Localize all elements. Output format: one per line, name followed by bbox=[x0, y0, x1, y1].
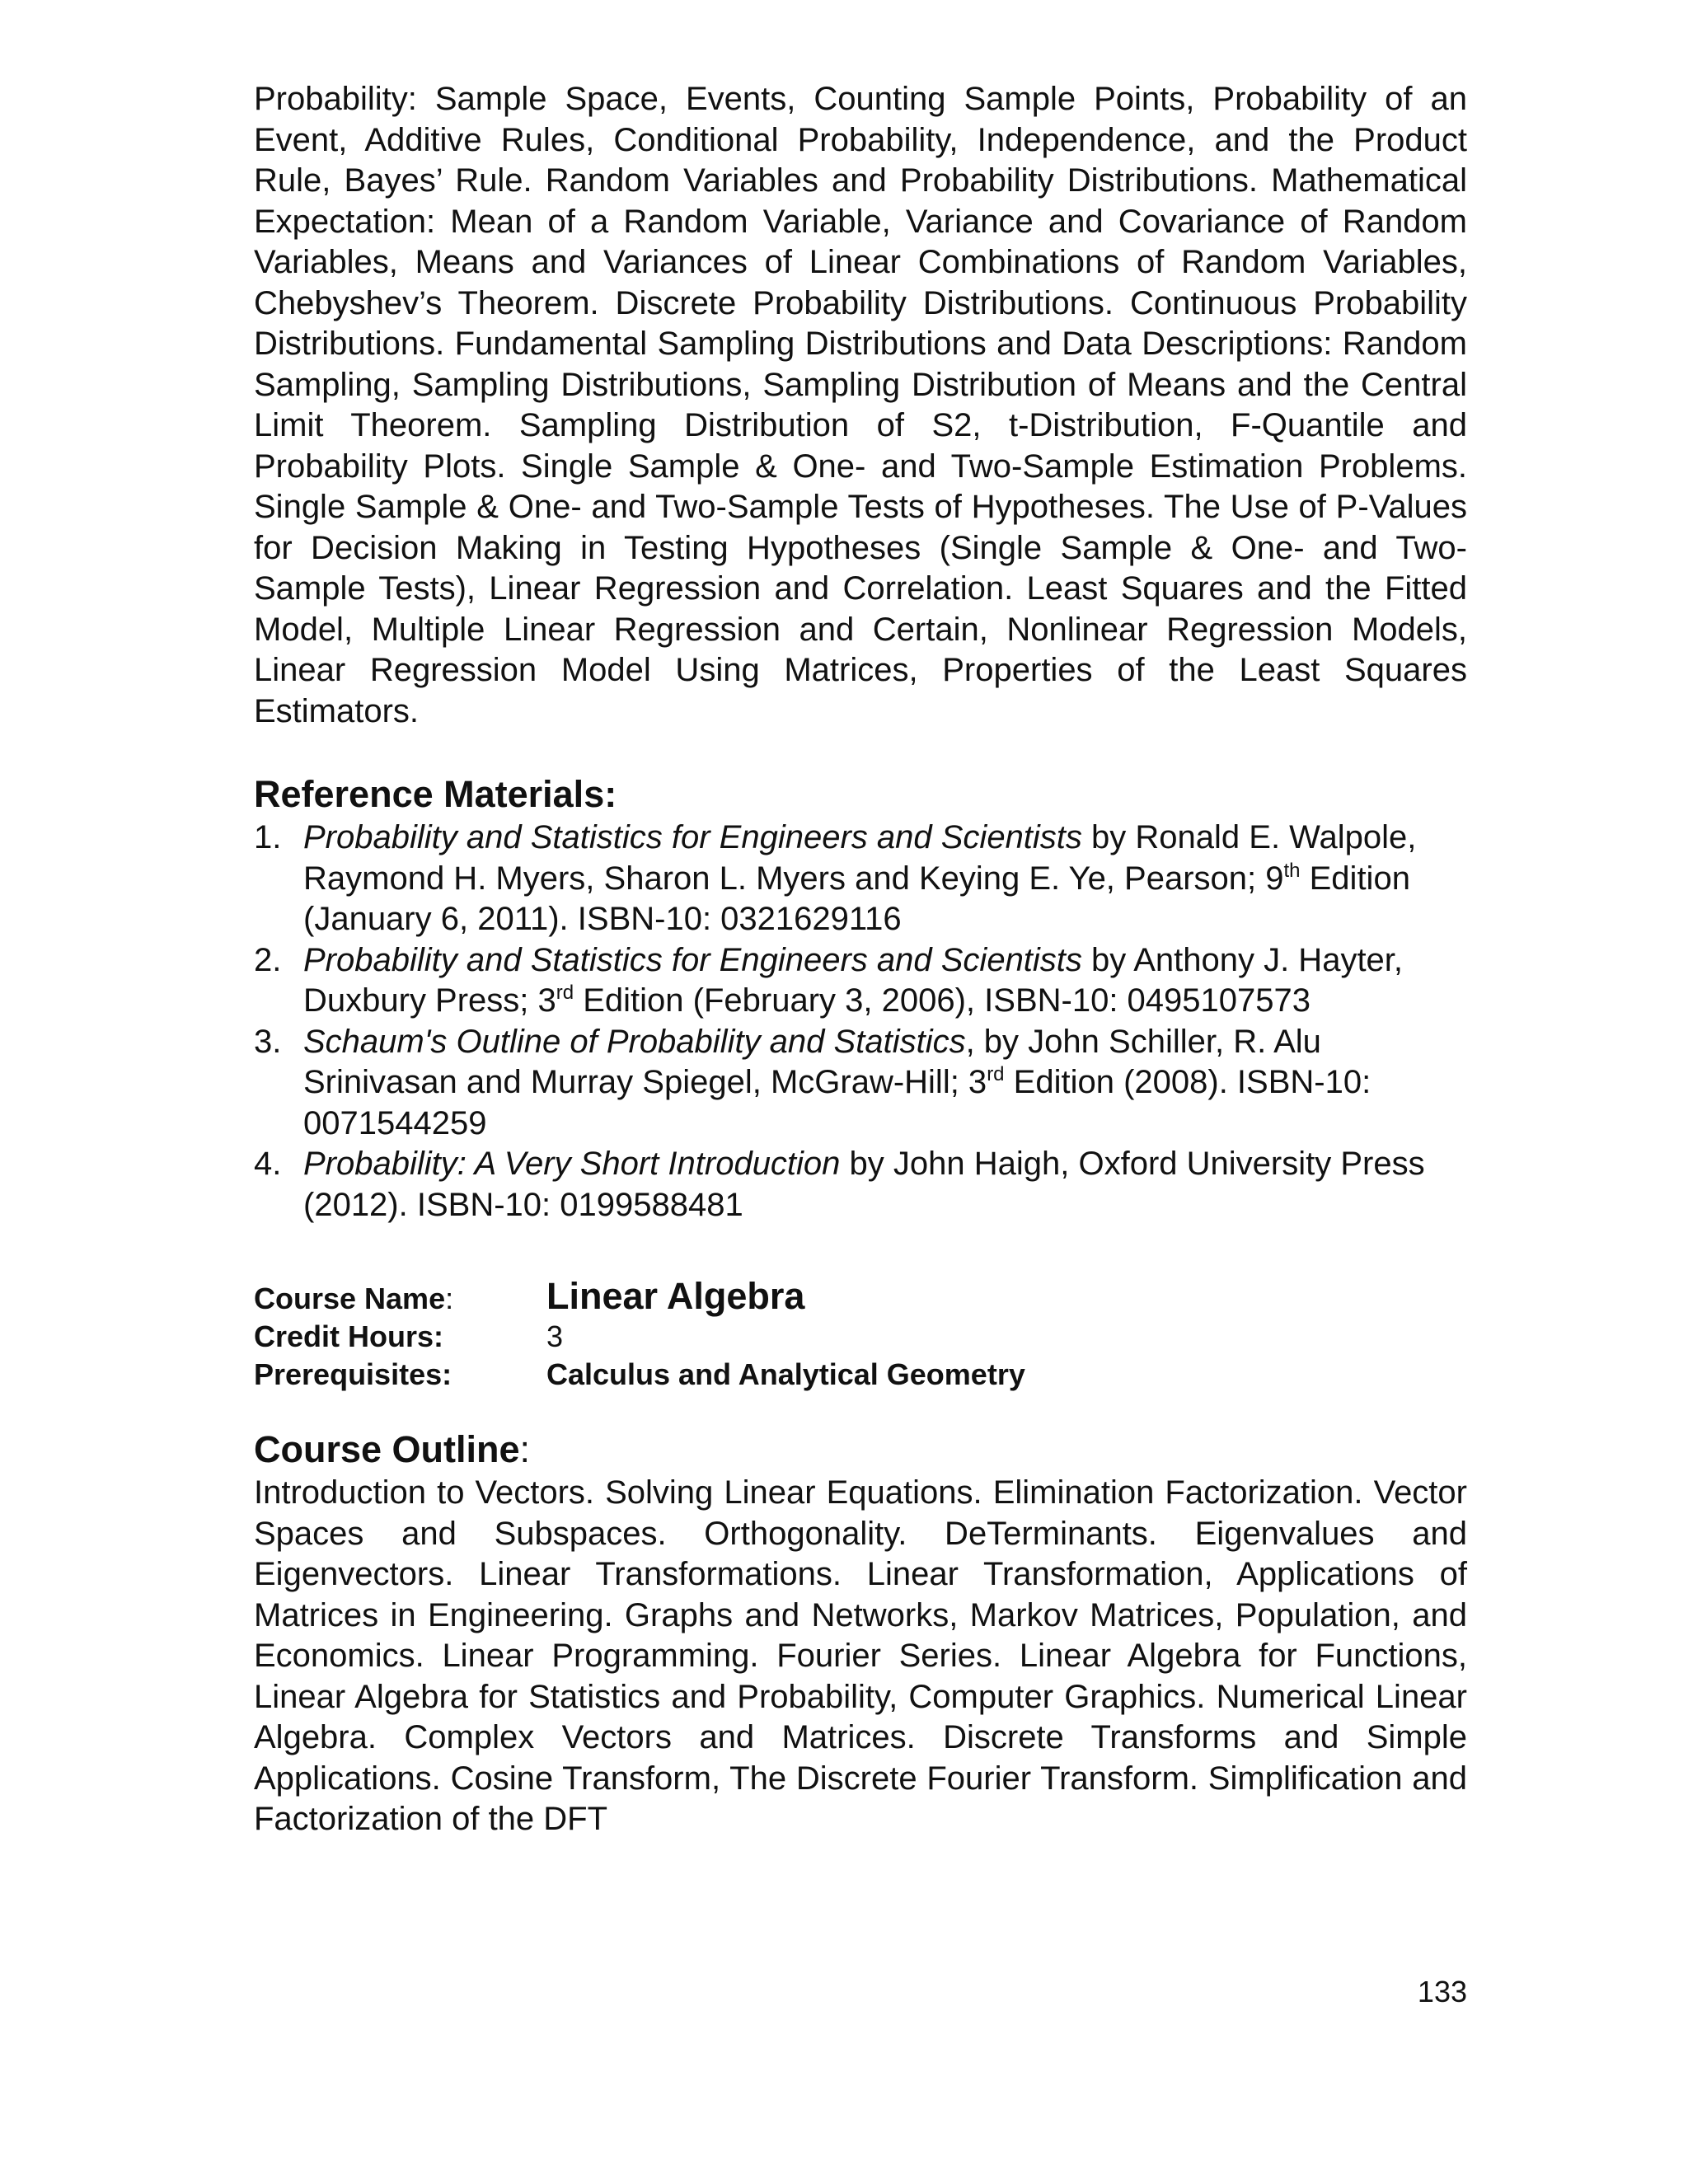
credit-hours-row bbox=[254, 1318, 1467, 1356]
reference-title: Probability and Statistics for Engineers and Scientists bbox=[303, 941, 1082, 978]
reference-item bbox=[254, 818, 1467, 940]
reference-details: by John Haigh, Oxford University Press (2012). ISBN-10: 0199588481 bbox=[303, 1146, 1425, 1223]
intro-paragraph: Probability: Sample Space, Events, Counting Sample Points, Probability of an Event, Additive Rules, Conditional Probability, Independence, and the Product Rule, Bayes’ Rule. Random Variables and Probability Distributions. Mathematical Expectation: Mean of a Random Variable, Variance and Covariance of Random Variables, Means and Variances of Linear Combinations of Random Variables, Chebyshev’s Theorem. Discrete Probability Distributions. Continuous Probability Distributions. Fundamental Sampling Distributions and Data Descriptions: Random Sampling, Sampling Distributions, Sampling Distribution of Means and the Central Limit Theorem. Sampling Distribution of S2, t-Distribution, F-Quantile and Probability Plots. Single Sample & One- and Two-Sample Estimation Problems. Single Sample & One- and Two-Sample Tests of Hypotheses. The Use of P-Values for Decision Making in Testing Hypotheses (Single Sample & One- and Two-Sample Tests), Linear Regression and Correlation. Least Squares and the Fitted Model, Multiple Linear Regression and Certain, Nonlinear Regression Models, Linear Regression Model Using Matrices, Properties of the Least Squares Estimators. bbox=[254, 81, 1467, 729]
course-name-label-text: Course Name bbox=[254, 1282, 446, 1315]
reference-item bbox=[254, 1022, 1467, 1145]
outline-paragraph: Introduction to Vectors. Solving Linear Equations. Elimination Factorization. Vector Spaces and Subspaces. Orthogonality. DeTerminants. Eigenvalues and Eigenvectors. Linear Transformations. Linear Transformation, Applications of Matrices in Engineering. Graphs and Networks, Markov Matrices, Population, and Economics. Linear Programming. Fourier Series. Linear Algebra for Functions, Linear Algebra for Statistics and Probability, Computer Graphics. Numerical Linear Algebra. Complex Vectors and Matrices. Discrete Transforms and Simple Applications. Cosine Transform, The Discrete Fourier Transform. Simplification and Factorization of the DFT bbox=[254, 1474, 1467, 1837]
course-name-label bbox=[254, 1280, 546, 1318]
credit-hours-value: 3 bbox=[546, 1319, 564, 1353]
reference-number: 3. bbox=[254, 1023, 282, 1060]
course-outline-heading-text: Course Outline bbox=[254, 1428, 520, 1470]
reference-details-end: Edition (February 3, 2006), ISBN-10: 0495107573 bbox=[574, 982, 1311, 1019]
prerequisites-value: Calculus and Analytical Geometry bbox=[546, 1357, 1025, 1391]
reference-title: Probability and Statistics for Engineers and Scientists bbox=[303, 819, 1082, 855]
reference-title: Probability: A Very Short Introduction bbox=[303, 1146, 841, 1182]
reference-details-end: Edition (2008). ISBN-10: 0071544259 bbox=[303, 1064, 1372, 1141]
reference-materials-heading: Reference Materials: bbox=[254, 773, 617, 815]
credit-hours-label: Credit Hours: bbox=[254, 1319, 444, 1353]
reference-number: 2. bbox=[254, 941, 282, 978]
page-number: 133 bbox=[1417, 1975, 1467, 2008]
course-info bbox=[254, 1275, 1467, 1394]
edition-suffix: rd bbox=[556, 982, 574, 1004]
page-content bbox=[254, 79, 1467, 1840]
course-name-value: Linear Algebra bbox=[546, 1275, 805, 1317]
reference-number: 1. bbox=[254, 819, 282, 855]
reference-number: 4. bbox=[254, 1146, 282, 1182]
reference-title: Schaum's Outline of Probability and Statistics bbox=[303, 1023, 966, 1060]
reference-details: by Ronald E. Walpole, Raymond H. Myers, Sharon L. Myers and Keying E. Ye, Pearson; 9 bbox=[303, 819, 1417, 897]
reference-list bbox=[254, 818, 1467, 1226]
edition-suffix: rd bbox=[987, 1063, 1005, 1085]
reference-details-end: Edition (January 6, 2011). ISBN-10: 0321629116 bbox=[303, 860, 1410, 937]
edition-suffix: th bbox=[1283, 859, 1301, 882]
reference-details: by Anthony J. Hayter, Duxbury Press; 3 bbox=[303, 941, 1404, 1019]
reference-details: , by John Schiller, R. Alu Srinivasan and Murray Spiegel, McGraw-Hill; 3 bbox=[303, 1023, 1321, 1100]
course-outline-colon: : bbox=[519, 1428, 531, 1470]
prerequisites-row bbox=[254, 1356, 1467, 1394]
prerequisites-label: Prerequisites: bbox=[254, 1357, 452, 1391]
reference-item bbox=[254, 1144, 1467, 1226]
reference-item bbox=[254, 940, 1467, 1022]
course-name-row bbox=[254, 1275, 1467, 1318]
course-outline-heading bbox=[254, 1427, 1467, 1473]
course-name-colon: : bbox=[445, 1282, 454, 1315]
